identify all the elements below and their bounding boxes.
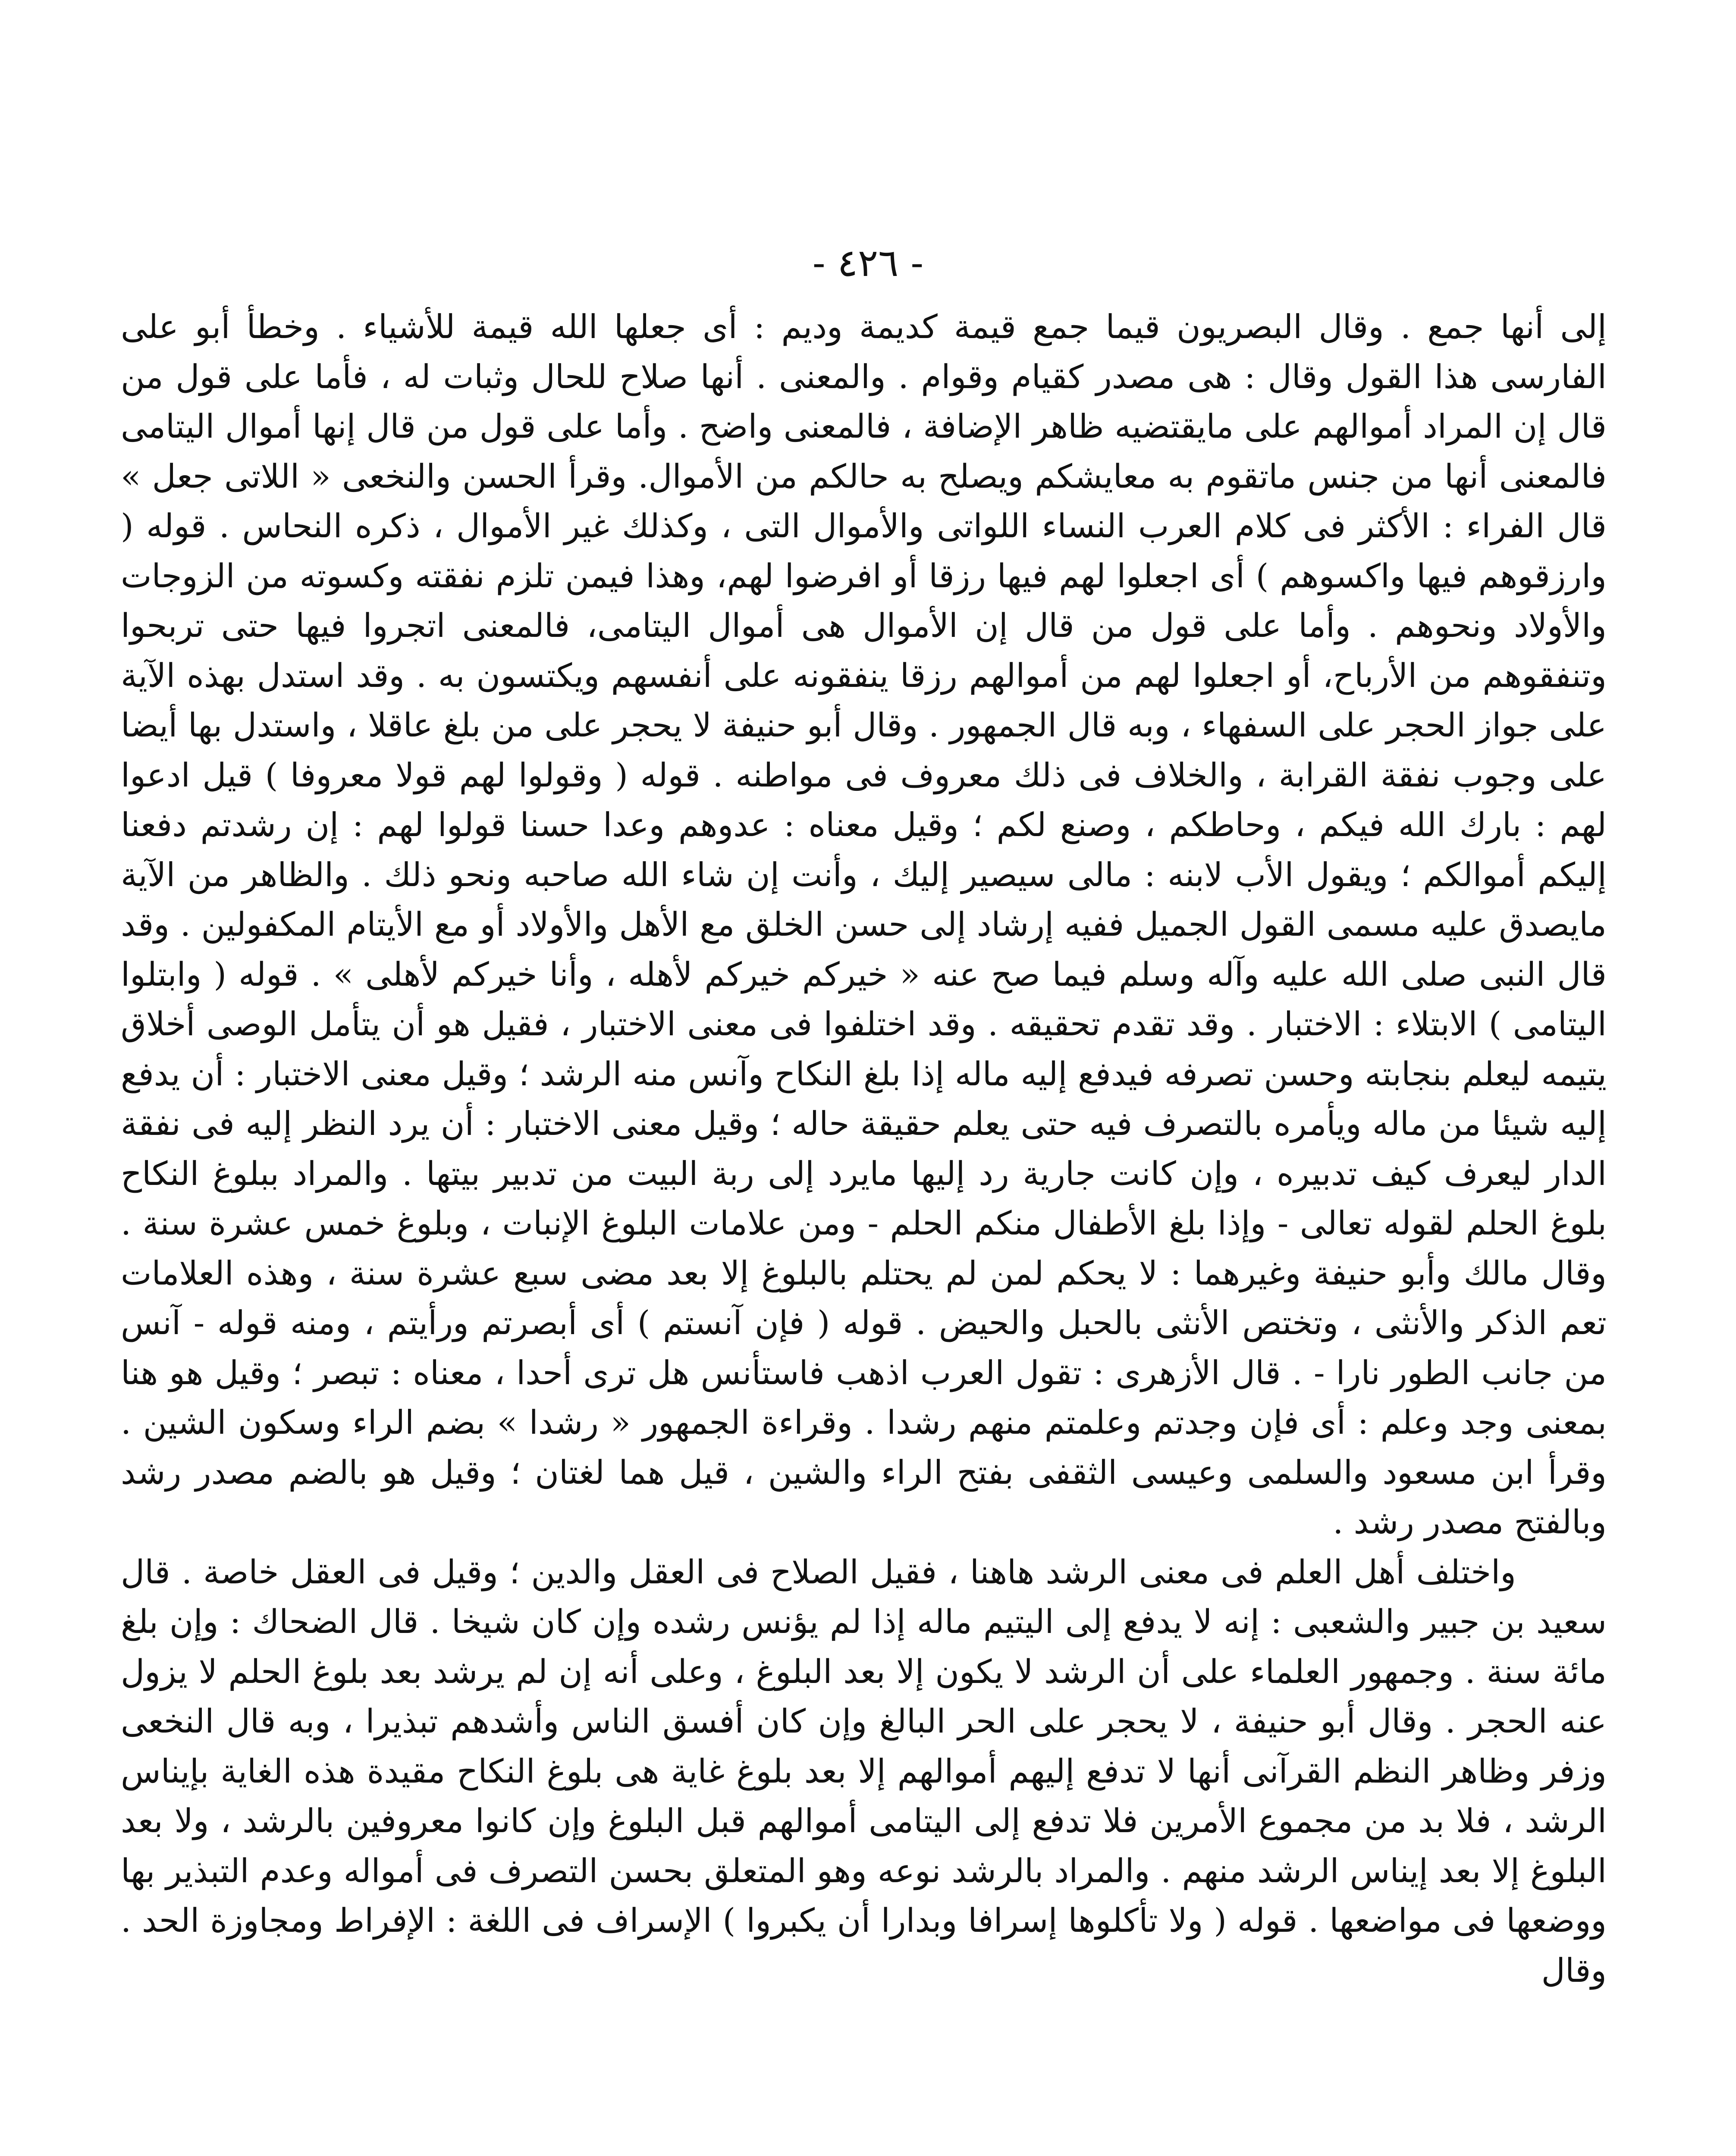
page-number: - ٤٢٦ - [812,241,924,285]
paragraph-1: إلى أنها جمع . وقال البصريون قيما جمع قيمة كديمة وديم : أى جعلها الله قيمة للأشياء . وخطأ أبو على الفارسى هذا القول وقال : هى مصدر كقيام وقوام . والمعنى . أنها صلاح للحال وثبات له ، فأما على قول من قال إن المراد أموالهم على مايقتضيه ظاهر الإضافة ، فالمعنى واضح . وأما على قول من قال إنها أموال اليتامى فالمعنى أنها من جنس ماتقوم به معايشكم ويصلح به حالكم من الأموال. وقرأ الحسن والنخعى « اللاتى جعل » قال الفراء : الأكثر فى كلام العرب النساء اللواتى والأموال التى ، وكذلك غير الأموال ، ذكره النحاس . قوله ( وارزقوهم فيها واكسوهم ) أى اجعلوا لهم فيها رزقا أو افرضوا لهم، وهذا فيمن تلزم نفقته وكسوته من الزوجات والأولاد ونحوهم . وأما على قول من قال إن الأموال هى أموال اليتامى، فالمعنى اتجروا فيها حتى تربحوا وتنفقوهم من الأرباح، أو اجعلوا لهم من أموالهم رزقا ينفقونه على أنفسهم ويكتسون به . وقد استدل بهذه الآية على جواز الحجر على السفهاء ، وبه قال الجمهور . وقال أبو حنيفة لا يحجر على من بلغ عاقلا ، واستدل بها أيضا على وجوب نفقة القرابة ، والخلاف فى ذلك معروف فى مواطنه . قوله ( وقولوا لهم قولا معروفا ) قيل ادعوا لهم : بارك الله فيكم ، وحاطكم ، وصنع لكم ؛ وقيل معناه : عدوهم وعدا حسنا قولوا لهم : إن رشدتم دفعنا إليكم أموالكم ؛ ويقول الأب لابنه : مالى سيصير إليك ، وأنت إن شاء الله صاحبه ونحو ذلك . والظاهر من الآية مايصدق عليه مسمى القول الجميل ففيه إرشاد إلى حسن الخلق مع الأهل والأولاد أو مع الأيتام المكفولين . وقد قال النبى صلى الله عليه وآله وسلم فيما صح عنه « خيركم خيركم لأهله ، وأنا خيركم لأهلى » . قوله ( وابتلوا اليتامى ) الابتلاء : الاختبار . وقد تقدم تحقيقه . وقد اختلفوا فى معنى الاختبار ، فقيل هو أن يتأمل الوصى أخلاق يتيمه ليعلم بنجابته وحسن تصرفه فيدفع إليه ماله إذا بلغ النكاح وآنس منه الرشد ؛ وقيل معنى الاختبار : أن يدفع إليه شيئا من ماله ويأمره بالتصرف فيه حتى يعلم حقيقة حاله ؛ وقيل معنى الاختبار : أن يرد النظر إليه فى نفقة الدار ليعرف كيف تدبيره ، وإن كانت جارية رد إليها مايرد إلى ربة البيت من تدبير بيتها . والمراد ببلوغ النكاح بلوغ الحلم لقوله تعالى - وإذا بلغ الأطفال منكم الحلم - ومن علامات البلوغ الإنبات ، وبلوغ خمس عشرة سنة . وقال مالك وأبو حنيفة وغيرهما : لا يحكم لمن لم يحتلم بالبلوغ إلا بعد مضى سبع عشرة سنة ، وهذه العلامات تعم الذكر والأنثى ، وتختص الأنثى بالحبل والحيض . قوله ( فإن آنستم ) أى أبصرتم ورأيتم ، ومنه قوله - آنس من جانب الطور نارا - . قال الأزهرى : تقول العرب اذهب فاستأنس هل ترى أحدا ، معناه : تبصر ؛ وقيل هو هنا بمعنى وجد وعلم : أى فإن وجدتم وعلمتم منهم رشدا . وقراءة الجمهور « رشدا » بضم الراء وسكون الشين . وقرأ ابن مسعود والسلمى وعيسى الثقفى بفتح الراء والشين ، قيل هما لغتان ؛ وقيل هو بالضم مصدر رشد وبالفتح مصدر رشد . [121,307,1607,1541]
paragraph-2: واختلف أهل العلم فى معنى الرشد هاهنا ، فقيل الصلاح فى العقل والدين ؛ وقيل فى العقل خاصة . قال سعيد بن جبير والشعبى : إنه لا يدفع إلى اليتيم ماله إذا لم يؤنس رشده وإن كان شيخا . قال الضحاك : وإن بلغ مائة سنة . وجمهور العلماء على أن الرشد لا يكون إلا بعد البلوغ ، وعلى أنه إن لم يرشد بعد بلوغ الحلم لا يزول عنه الحجر . وقال أبو حنيفة ، لا يحجر على الحر البالغ وإن كان أفسق الناس وأشدهم تبذيرا ، وبه قال النخعى وزفر وظاهر النظم القرآنى أنها لا تدفع إليهم أموالهم إلا بعد بلوغ غاية هى بلوغ النكاح مقيدة هذه الغاية بإيناس الرشد ، فلا بد من مجموع الأمرين فلا تدفع إلى اليتامى أموالهم قبل البلوغ وإن كانوا معروفين بالرشد ، ولا بعد البلوغ إلا بعد إيناس الرشد منهم . والمراد بالرشد نوعه وهو المتعلق بحسن التصرف فى أمواله وعدم التبذير بها ووضعها فى مواضعها . قوله ( ولا تأكلوها إسرافا وبدارا أن يكبروا ) الإسراف فى اللغة : الإفراط ومجاوزة الحد . وقال [121,1552,1607,1990]
body-text [121,302,1607,1995]
